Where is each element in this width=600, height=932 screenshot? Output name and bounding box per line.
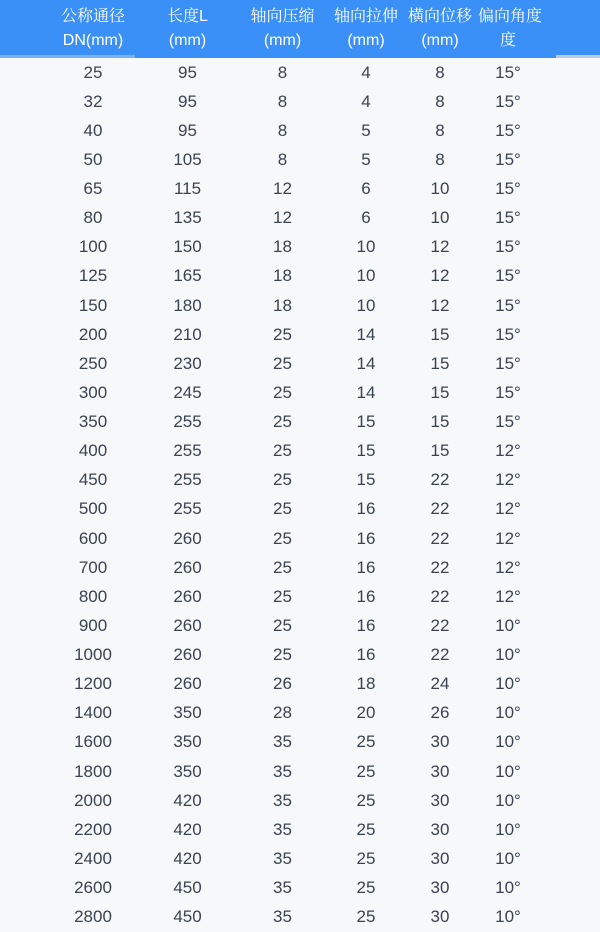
table-cell: 420 [173,790,202,810]
table-row [0,320,600,349]
table-cell: 12 [430,295,450,315]
table-cell: 15° [495,295,521,315]
table-cell: 22 [430,615,450,635]
table-cell: 12° [495,499,521,519]
table-cell: 8 [435,62,445,82]
table-row [0,116,600,145]
table-cell: 16 [356,586,376,606]
table-cell: 10° [495,645,521,665]
table-cell: 6 [361,179,371,199]
table-row [0,87,600,116]
table-cell: 18 [356,674,376,694]
table-cell: 25 [273,412,292,432]
table-cell: 15 [356,412,376,432]
column-unit: (mm) [168,32,207,49]
table-cell: 2200 [74,819,112,839]
table-cell: 15° [495,382,521,402]
table-cell: 30 [430,848,450,868]
table-row [0,233,600,262]
table-cell: 165 [173,266,202,286]
table-cell: 255 [173,470,202,490]
table-body [0,58,600,932]
table-cell: 450 [78,470,108,490]
table-cell: 150 [78,295,108,315]
table-cell: 22 [430,470,450,490]
table-cell: 35 [273,819,292,839]
table-cell: 25 [273,353,292,373]
table-cell: 25 [356,848,376,868]
table-cell: 210 [173,324,202,344]
table-cell: 350 [78,412,108,432]
table-cell: 25 [356,907,376,927]
table-cell: 8 [435,149,445,169]
table-cell: 15 [430,412,450,432]
table-cell: 10 [356,237,376,257]
column-header-nominal-diameter [0,0,140,58]
table-row [0,728,600,757]
table-cell: 14 [356,353,376,373]
table-cell: 14 [356,324,376,344]
table-cell: 15 [430,324,450,344]
table-row [0,378,600,407]
table-row [0,466,600,495]
table-cell: 10° [495,819,521,839]
table-cell: 15° [495,324,521,344]
table-cell: 245 [173,382,202,402]
table-cell: 115 [173,179,202,199]
table-cell: 30 [430,907,450,927]
table-row [0,757,600,786]
column-title: 轴向拉伸 [333,8,398,25]
table-cell: 35 [273,848,292,868]
table-cell: 25 [356,761,376,781]
table-cell: 15 [430,353,450,373]
table-cell: 25 [273,615,292,635]
table-cell: 10° [495,674,521,694]
table-cell: 18 [273,295,292,315]
table-cell: 95 [178,62,197,82]
table-row [0,58,600,87]
column-title: 轴向压缩 [250,8,315,25]
table-cell: 1200 [74,674,112,694]
table-cell: 15 [356,470,376,490]
table-cell: 50 [83,149,103,169]
table-cell: 12° [495,528,521,548]
table-row [0,699,600,728]
table-cell: 260 [173,615,202,635]
table-row [0,204,600,233]
table-cell: 65 [83,179,103,199]
table-cell: 15° [495,208,521,228]
table-cell: 2600 [74,878,112,898]
table-cell: 25 [356,790,376,810]
table-cell: 2400 [74,848,112,868]
table-cell: 4 [361,91,371,111]
table-cell: 28 [273,703,292,723]
column-title: 公称通径 [60,8,125,25]
table-cell: 260 [173,586,202,606]
column-title: 横向位移 [407,8,472,25]
table-cell: 30 [430,732,450,752]
table-cell: 8 [435,91,445,111]
table-cell: 10° [495,907,521,927]
table-cell: 105 [173,149,202,169]
header-bottom-right-highlight [556,55,600,58]
column-unit: (mm) [421,32,459,49]
table-row [0,582,600,611]
table-cell: 10° [495,848,521,868]
table-cell: 5 [361,149,371,169]
table-cell: 10° [495,732,521,752]
table-row [0,524,600,553]
table-cell: 12° [495,586,521,606]
table-cell: 18 [273,237,292,257]
table-cell: 230 [173,353,202,373]
table-cell: 100 [78,237,108,257]
table-row [0,175,600,204]
table-row [0,611,600,640]
table-cell: 2800 [74,907,112,927]
table-cell: 400 [78,441,108,461]
table-cell: 700 [78,557,108,577]
column-header-length [140,0,235,58]
table-cell: 10° [495,703,521,723]
table-cell: 25 [83,62,103,82]
table-cell: 16 [356,499,376,519]
table-cell: 500 [78,499,108,519]
table-cell: 10 [430,208,450,228]
table-cell: 30 [430,878,450,898]
table-cell: 5 [361,120,371,140]
table-cell: 255 [173,441,202,461]
table-cell: 35 [273,732,292,752]
table-cell: 10 [356,266,376,286]
table-cell: 12° [495,441,521,461]
table-cell: 450 [173,907,202,927]
column-header-lateral-displacement [402,0,478,58]
table-cell: 12 [273,179,292,199]
column-unit: (mm) [347,32,385,49]
table-cell: 255 [173,412,202,432]
table-cell: 15 [356,441,376,461]
table-row [0,844,600,873]
table-cell: 16 [356,615,376,635]
table-cell: 150 [173,237,202,257]
table-cell: 260 [173,645,202,665]
table-cell: 25 [356,878,376,898]
table-cell: 25 [273,499,292,519]
table-cell: 95 [178,91,197,111]
table-row [0,349,600,378]
table-cell: 12 [430,266,450,286]
table-cell: 8 [435,120,445,140]
header-row [0,0,600,58]
table-cell: 15° [495,353,521,373]
table-cell: 20 [356,703,376,723]
table-cell: 30 [430,790,450,810]
table-row [0,262,600,291]
table-cell: 35 [273,878,292,898]
column-header-axial-compression [235,0,330,58]
table-cell: 800 [78,586,108,606]
table-row [0,670,600,699]
table-cell: 420 [173,848,202,868]
table-cell: 16 [356,528,376,548]
column-title: 偏向角度 [478,8,543,25]
table-cell: 35 [273,761,292,781]
table-cell: 80 [83,208,103,228]
table-cell: 15° [495,412,521,432]
table-cell: 30 [430,761,450,781]
table-cell: 32 [83,91,103,111]
table-row [0,495,600,524]
table-row [0,786,600,815]
table-cell: 10 [430,179,450,199]
table-cell: 350 [173,761,202,781]
table-row [0,408,600,437]
table-cell: 22 [430,499,450,519]
table-cell: 25 [273,528,292,548]
table-cell: 15° [495,266,521,286]
table-cell: 12° [495,470,521,490]
table-cell: 255 [173,499,202,519]
header-bottom-left-highlight [0,55,135,58]
table-cell: 15° [495,237,521,257]
table-cell: 900 [78,615,108,635]
table-cell: 1600 [74,732,112,752]
table-cell: 15° [495,62,521,82]
table-cell: 8 [277,149,288,169]
table-row [0,291,600,320]
table-cell: 22 [430,645,450,665]
table-cell: 8 [277,62,288,82]
table-cell: 1800 [74,761,112,781]
table-row [0,553,600,582]
table-cell: 135 [173,208,202,228]
table-cell: 15° [495,179,521,199]
table-cell: 10° [495,790,521,810]
table-row [0,437,600,466]
table-cell: 14 [356,382,376,402]
table-cell: 22 [430,557,450,577]
table-cell: 25 [273,324,292,344]
table-cell: 1400 [74,703,112,723]
table-cell: 18 [273,266,292,286]
table-cell: 35 [273,790,292,810]
table-cell: 35 [273,907,292,927]
column-unit: (mm) [263,32,302,49]
table-cell: 25 [273,470,292,490]
table-cell: 15° [495,149,521,169]
table-cell: 300 [78,382,108,402]
table-cell: 26 [273,674,292,694]
table-cell: 10° [495,615,521,635]
table-cell: 25 [356,819,376,839]
table-cell: 12 [273,208,292,228]
table-cell: 30 [430,819,450,839]
table-cell: 22 [430,528,450,548]
table-cell: 16 [356,557,376,577]
table-row [0,145,600,174]
table-cell: 200 [78,324,108,344]
table-cell: 25 [356,732,376,752]
table-cell: 95 [178,120,197,140]
table-cell: 450 [173,878,202,898]
table-cell: 15° [495,91,521,111]
table-cell: 25 [273,645,292,665]
table-cell: 180 [173,295,202,315]
table-cell: 420 [173,819,202,839]
table-row [0,815,600,844]
table-cell: 350 [173,703,202,723]
table-cell: 22 [430,586,450,606]
table-row [0,641,600,670]
table-cell: 16 [356,645,376,665]
table-cell: 4 [361,62,371,82]
table-cell: 24 [430,674,450,694]
table-cell: 8 [277,120,288,140]
column-title: 长度L [167,8,208,25]
table-header [0,0,600,58]
table-cell: 15° [495,120,521,140]
table-row [0,903,600,932]
column-unit: DN(mm) [62,32,124,49]
table-cell: 6 [361,208,371,228]
table-cell: 600 [78,528,108,548]
table-cell: 12° [495,557,521,577]
table-cell: 260 [173,557,202,577]
table-cell: 10° [495,878,521,898]
column-unit: 度 [499,32,516,49]
table-cell: 25 [273,382,292,402]
table-cell: 1000 [74,645,112,665]
table-row [0,874,600,903]
table-cell: 25 [273,441,292,461]
table-cell: 25 [273,586,292,606]
table-cell: 2000 [74,790,112,810]
table-cell: 10 [356,295,376,315]
table-cell: 15 [430,382,450,402]
table-cell: 26 [430,703,450,723]
table-cell: 12 [430,237,450,257]
table-cell: 125 [78,266,108,286]
table-cell: 40 [83,120,103,140]
table-cell: 8 [277,91,288,111]
table-cell: 10° [495,761,521,781]
column-header-axial-extension [330,0,402,58]
table-cell: 350 [173,732,202,752]
table-cell: 15 [430,441,450,461]
table-cell: 25 [273,557,292,577]
column-header-deflection-angle [478,0,600,58]
table-cell: 250 [78,353,108,373]
table-cell: 260 [173,528,202,548]
table-cell: 260 [173,674,202,694]
